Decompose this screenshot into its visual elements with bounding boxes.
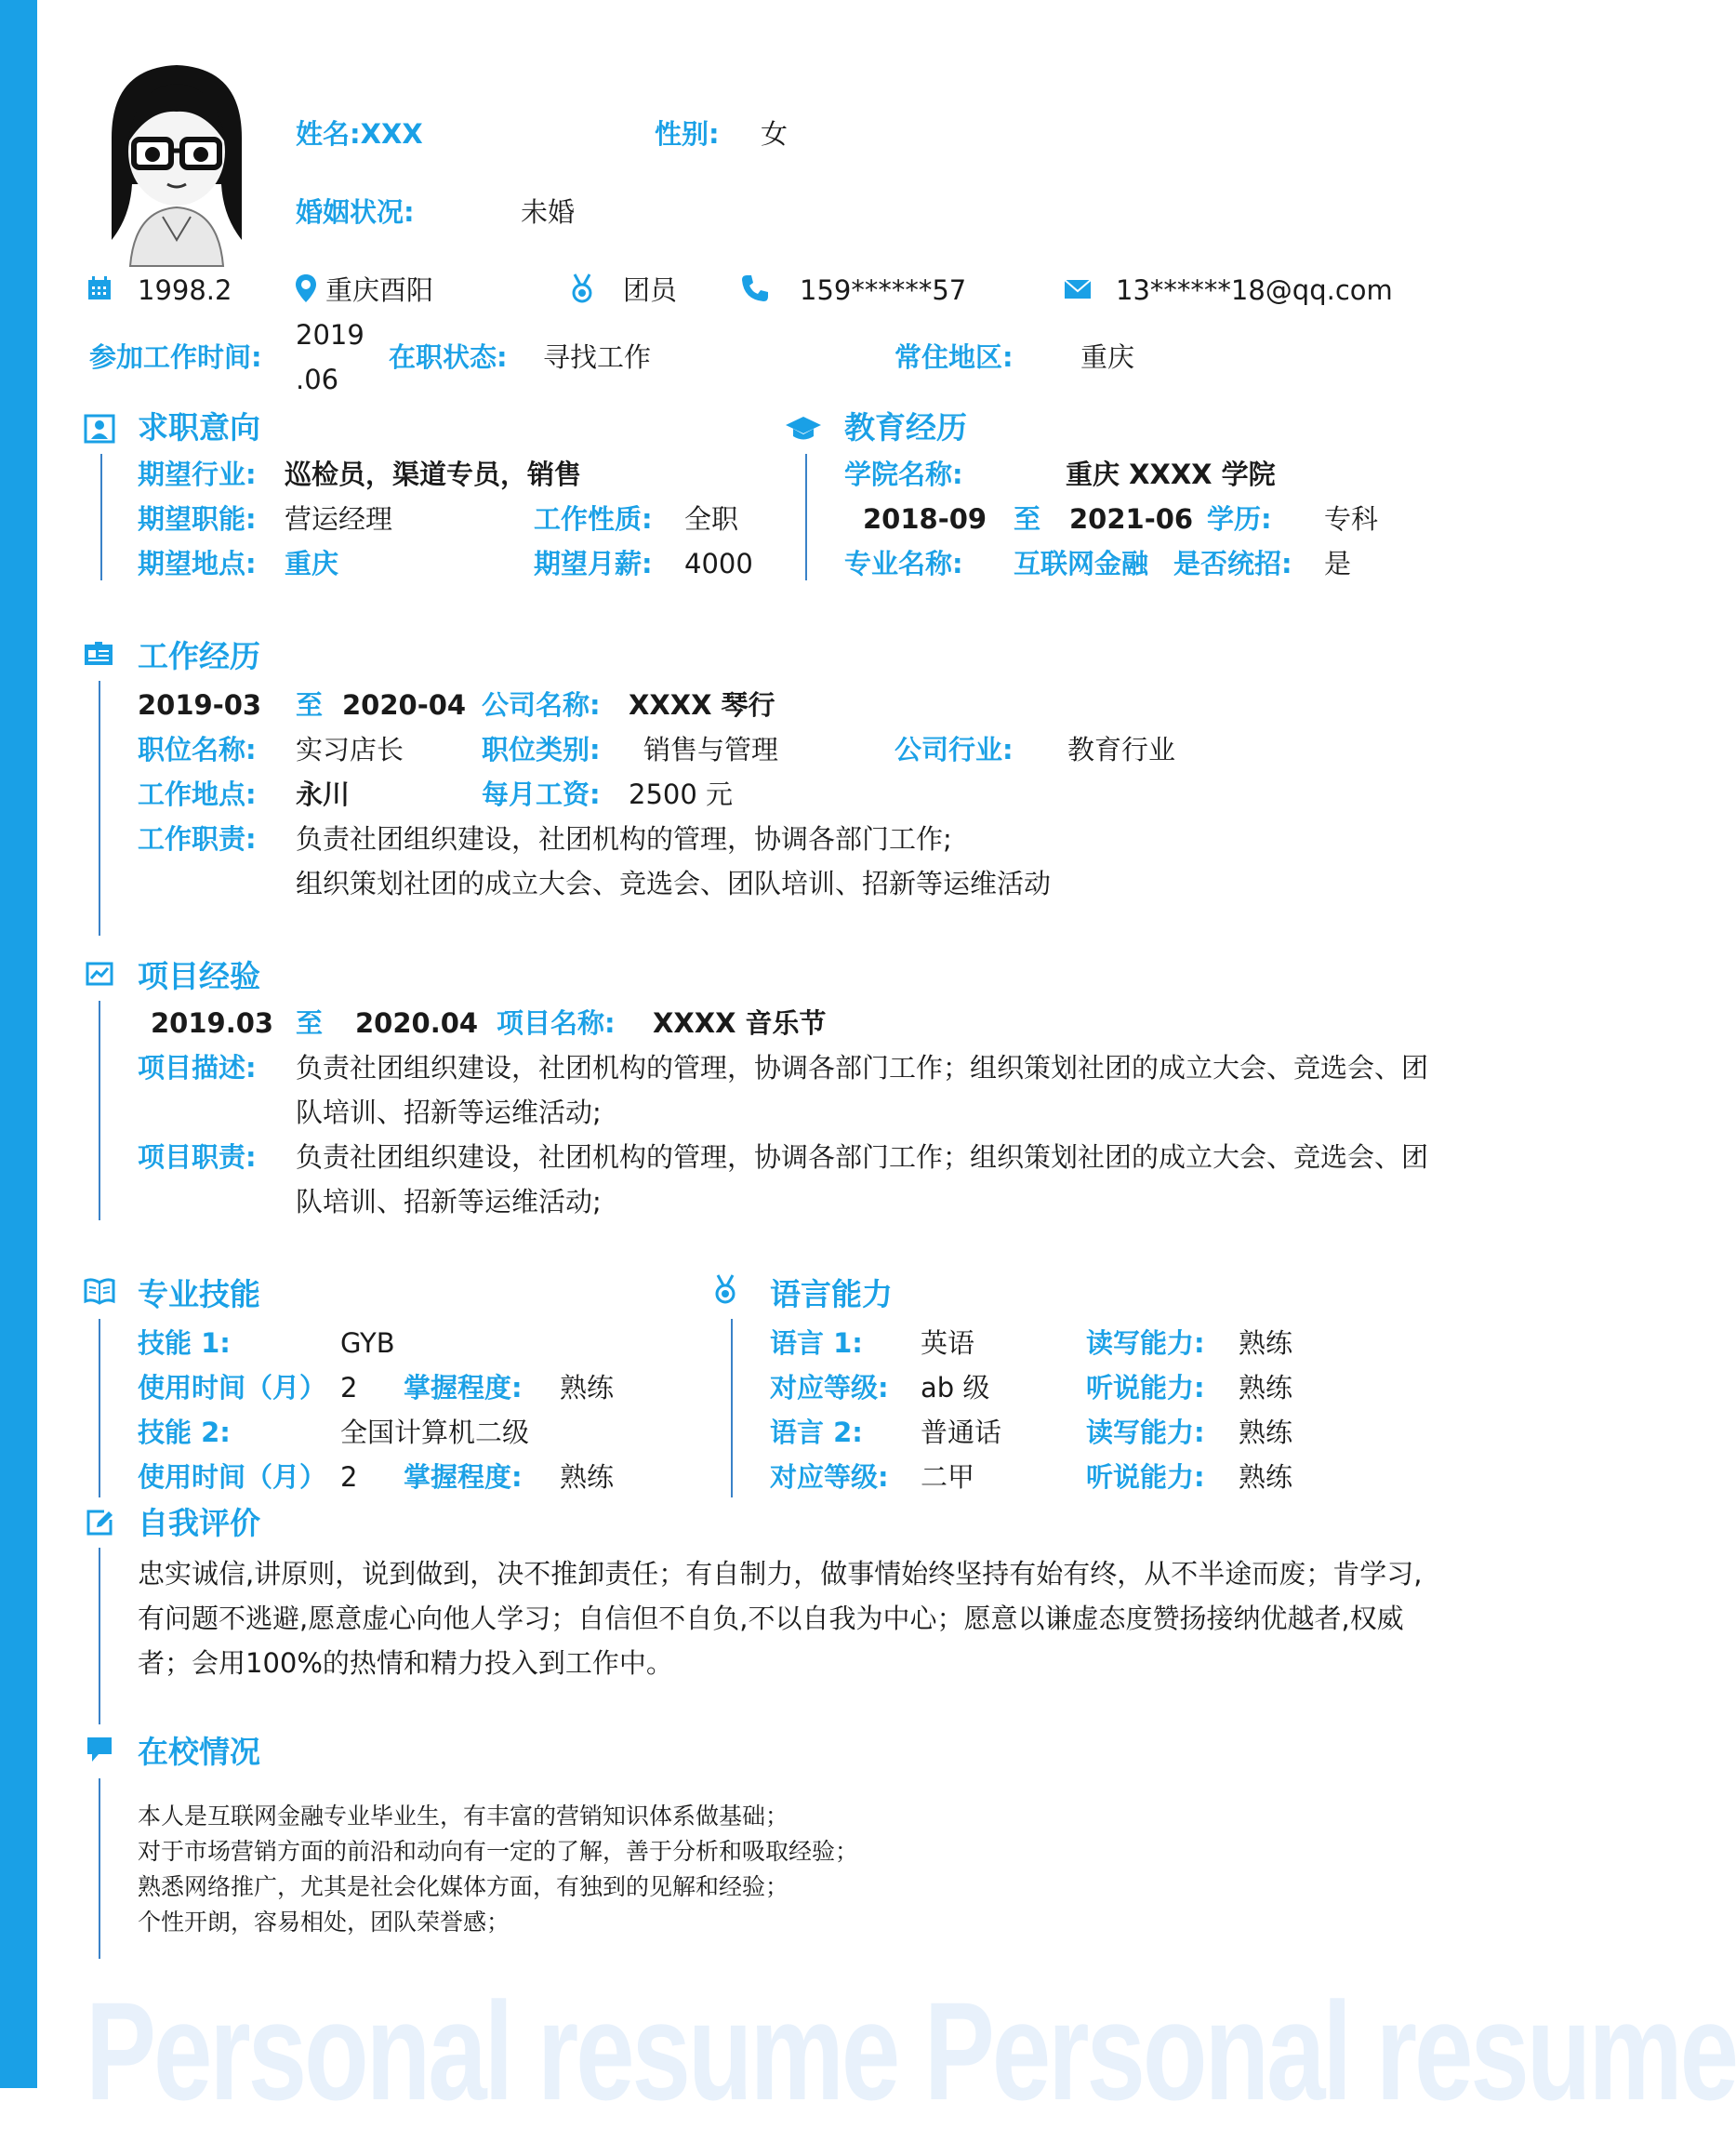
- monthly-salary-value: 2500 元: [629, 778, 734, 810]
- language-value: 英语: [921, 1327, 975, 1359]
- work-start-month: .06: [296, 364, 339, 395]
- company-industry-value: 教育行业: [1067, 734, 1176, 765]
- skill-level-label: 掌握程度:: [404, 1461, 523, 1493]
- work-duty-line: 组织策划社团的成立大会、竞选会、团队培训、招新等运维活动: [296, 868, 1052, 899]
- expected-position-value: 营运经理: [285, 503, 393, 535]
- major-label: 专业名称:: [844, 548, 963, 579]
- skill-label: 技能 2:: [138, 1417, 231, 1448]
- medal-icon: [714, 1274, 736, 1304]
- language-label: 语言 1:: [770, 1327, 863, 1359]
- edit-icon: [86, 1509, 113, 1537]
- section-line: [99, 681, 100, 936]
- languages-title: 语言能力: [770, 1276, 893, 1312]
- category-value: 销售与管理: [643, 734, 779, 765]
- listen-speak-value: 熟练: [1239, 1461, 1293, 1493]
- grade-value: ab 级: [921, 1372, 990, 1404]
- work-duty-line: 负责社团组织建设，社团机构的管理，协调各部门工作;: [296, 823, 952, 855]
- company-industry-label: 公司行业:: [895, 734, 1014, 765]
- email-icon: [1064, 279, 1092, 299]
- email-value: 13******18@qq.com: [1116, 274, 1393, 306]
- listen-speak-value: 熟练: [1239, 1372, 1293, 1404]
- work-to-label: 至: [296, 689, 324, 721]
- speech-bubble-icon: [86, 1736, 113, 1763]
- education-title: 教育经历: [844, 409, 967, 446]
- work-place-value: 永川: [296, 778, 351, 810]
- skill-level-value: 熟练: [560, 1372, 615, 1404]
- job-type-label: 工作性质:: [534, 503, 653, 535]
- edu-end-date: 2021-06: [1069, 503, 1194, 535]
- expected-industry-value: 巡检员，渠道专员，销售: [285, 459, 582, 490]
- graduation-cap-icon: [785, 415, 822, 443]
- project-start-date: 2019.03: [151, 1007, 274, 1039]
- campus-line: 对于市场营销方面的前沿和动向有一定的了解，善于分析和吸取经验；: [138, 1838, 859, 1865]
- section-line: [99, 1778, 100, 1959]
- work-duty-label: 工作职责:: [138, 823, 257, 855]
- category-label: 职位类别:: [482, 734, 601, 765]
- school-label: 学院名称:: [844, 459, 963, 490]
- listen-speak-label: 听说能力:: [1086, 1372, 1205, 1404]
- location-pin-icon: [294, 273, 318, 303]
- section-line: [99, 1319, 100, 1497]
- expected-position-label: 期望职能:: [138, 503, 257, 535]
- grade-label: 对应等级:: [770, 1372, 889, 1404]
- skill-value: 全国计算机二级: [340, 1417, 530, 1448]
- expected-salary-value: 4000: [684, 548, 753, 579]
- location-value: 重庆酉阳: [325, 274, 434, 306]
- unified-recruit-label: 是否统招:: [1173, 548, 1292, 579]
- section-line: [731, 1319, 733, 1497]
- phone-value: 159******57: [800, 274, 967, 306]
- degree-value: 专科: [1324, 503, 1379, 535]
- birth-date: 1998.2: [138, 274, 232, 306]
- skill-time-label: 使用时间（月）: [138, 1461, 327, 1493]
- gender-label: 性别:: [655, 118, 720, 150]
- id-card-icon: [84, 413, 115, 445]
- phone-icon: [740, 273, 770, 303]
- work-title: 工作经历: [138, 638, 260, 674]
- skill-time-value: 2: [340, 1461, 358, 1493]
- open-book-icon: [84, 1278, 115, 1304]
- residence-label: 常住地区:: [895, 341, 1014, 373]
- employment-status-value: 寻找工作: [543, 341, 652, 373]
- skill-value: GYB: [340, 1327, 395, 1359]
- expected-industry-label: 期望行业:: [138, 459, 257, 490]
- chart-line-icon: [86, 962, 113, 986]
- grade-value: 二甲: [921, 1461, 975, 1493]
- section-line: [805, 454, 807, 580]
- position-label: 职位名称:: [138, 734, 257, 765]
- project-desc-label: 项目描述:: [138, 1052, 257, 1084]
- employment-status-label: 在职状态:: [389, 341, 508, 373]
- listen-speak-label: 听说能力:: [1086, 1461, 1205, 1493]
- position-value: 实习店长: [296, 734, 404, 765]
- project-desc-value: 负责社团组织建设，社团机构的管理，协调各部门工作；组织策划社团的成立大会、竞选会、团队培训、招新等运维活动;: [296, 1052, 1429, 1128]
- marital-value: 未婚: [521, 196, 576, 228]
- project-to-label: 至: [296, 1007, 324, 1039]
- watermark: Personal resume Personal resume: [86, 1973, 1736, 2129]
- skill-level-label: 掌握程度:: [404, 1372, 523, 1404]
- political-status-value: 团员: [623, 274, 678, 306]
- language-label: 语言 2:: [770, 1417, 863, 1448]
- girl-with-glasses-cartoon-avatar: [93, 54, 260, 266]
- degree-label: 学历:: [1207, 503, 1272, 535]
- gender-value: 女: [761, 118, 788, 150]
- medal-icon: [571, 273, 593, 303]
- school-value: 重庆 XXXX 学院: [1066, 459, 1276, 490]
- project-title: 项目经验: [138, 958, 260, 994]
- grade-label: 对应等级:: [770, 1461, 889, 1493]
- major-value: 互联网金融: [1014, 548, 1149, 579]
- self-eval-title: 自我评价: [138, 1505, 260, 1541]
- expected-place-value: 重庆: [285, 548, 339, 579]
- work-start-year: 2019: [296, 319, 364, 351]
- calendar-icon: [86, 275, 113, 301]
- section-line: [100, 454, 102, 580]
- skills-title: 专业技能: [138, 1276, 260, 1312]
- marital-label: 婚姻状况:: [296, 196, 415, 228]
- left-accent-bar: [0, 0, 37, 2088]
- campus-title: 在校情况: [138, 1734, 260, 1770]
- expected-salary-label: 期望月薪:: [534, 548, 653, 579]
- residence-value: 重庆: [1080, 341, 1135, 373]
- unified-recruit-value: 是: [1324, 548, 1352, 579]
- campus-line: 本人是互联网金融专业毕业生，有丰富的营销知识体系做基础；: [138, 1803, 789, 1830]
- skill-time-value: 2: [340, 1372, 358, 1404]
- work-place-label: 工作地点:: [138, 778, 257, 810]
- name-label: 姓名:XXX: [296, 118, 423, 150]
- company-value: XXXX 琴行: [629, 689, 775, 721]
- section-line: [99, 1548, 100, 1724]
- work-end-date: 2020-04: [342, 689, 467, 721]
- read-write-value: 熟练: [1239, 1417, 1293, 1448]
- section-line: [99, 1001, 100, 1220]
- project-duty-value: 负责社团组织建设，社团机构的管理，协调各部门工作；组织策划社团的成立大会、竞选会、团队培训、招新等运维活动;: [296, 1141, 1429, 1218]
- project-name-value: XXXX 音乐节: [653, 1007, 827, 1039]
- project-duty-label: 项目职责:: [138, 1141, 257, 1173]
- work-start-label: 参加工作时间:: [89, 341, 262, 373]
- skill-label: 技能 1:: [138, 1327, 231, 1359]
- edu-to-label: 至: [1014, 503, 1041, 535]
- monthly-salary-label: 每月工资:: [482, 778, 601, 810]
- edu-start-date: 2018-09: [863, 503, 987, 535]
- job-intent-title: 求职意向: [138, 409, 260, 446]
- work-start-date: 2019-03: [138, 689, 262, 721]
- read-write-value: 熟练: [1239, 1327, 1293, 1359]
- expected-place-label: 期望地点:: [138, 548, 257, 579]
- company-label: 公司名称:: [482, 689, 601, 721]
- self-eval-text: 忠实诚信,讲原则，说到做到，决不推卸责任；有自制力，做事情始终坚持有始有终，从不半途而废；肯学习,有问题不逃避,愿意虚心向他人学习；自信但不自负,不以自我为中心；愿意以谦虚态度赞扬接纳优越者,权威者；会用100%的热情和精力投入到工作中。: [138, 1558, 1423, 1679]
- read-write-label: 读写能力:: [1086, 1327, 1205, 1359]
- project-end-date: 2020.04: [355, 1007, 479, 1039]
- skill-level-value: 熟练: [560, 1461, 615, 1493]
- project-name-label: 项目名称:: [497, 1007, 616, 1039]
- campus-line: 个性开朗，容易相处，团队荣誉感；: [138, 1909, 510, 1936]
- job-type-value: 全职: [684, 503, 739, 535]
- read-write-label: 读写能力:: [1086, 1417, 1205, 1448]
- work-card-icon: [84, 642, 113, 666]
- language-value: 普通话: [921, 1417, 1002, 1448]
- skill-time-label: 使用时间（月）: [138, 1372, 327, 1404]
- campus-line: 熟悉网络推广，尤其是社会化媒体方面，有独到的见解和经验；: [138, 1873, 789, 1900]
